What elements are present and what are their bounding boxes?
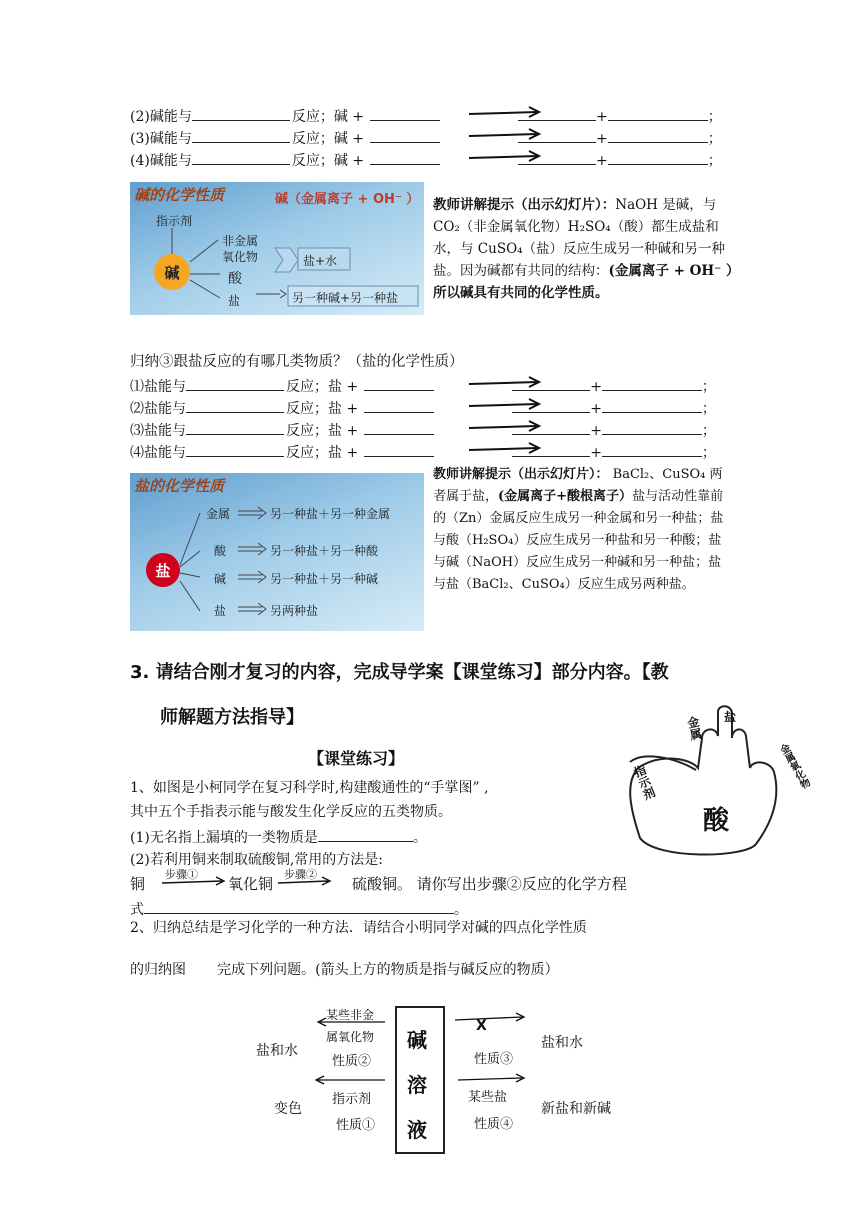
finger-metal: 金属 (684, 714, 704, 742)
q2-line2: 的归纳图 完成下列问题。(箭头上方的物质是指与碱反应的物质） (130, 962, 559, 978)
nonmetal-label: 非金属 (222, 234, 259, 248)
slide-title: 碱的化学性质 (134, 186, 225, 204)
row-prefix: (2)碱能与 (130, 109, 192, 125)
q1-line1: 1、如图是小柯同学在复习科学时,构建酸通性的“手掌图” , (130, 780, 489, 796)
bl-result: 变色 (274, 1101, 302, 1117)
teacher-bold: (金属离子 + OH⁻ ）所以碱具有共同的化学性质。 (433, 263, 733, 301)
row-prefix: (3)碱能与 (130, 131, 192, 147)
salt-r3-left: 碱 (214, 572, 227, 586)
row-mid: 反应；碱 + (291, 153, 365, 169)
q1-step1-label: 步骤① (165, 868, 198, 881)
row-prefix: (4)碱能与 (130, 153, 192, 169)
tr-property: 性质③ (474, 1052, 514, 1067)
product2-blank[interactable] (602, 375, 702, 391)
tr-reactant-x: X (476, 1018, 487, 1034)
salt-label: 盐 (228, 294, 241, 308)
tl-reactant-1: 某些非金 (326, 1008, 375, 1022)
salt-r2-left: 酸 (214, 544, 227, 558)
q1-eq-blank[interactable] (144, 898, 454, 914)
base-row (130, 105, 730, 125)
q1-eq-end: 。 (454, 902, 468, 918)
row-end: ； (707, 109, 722, 125)
reaction-arrow (467, 128, 543, 142)
bl-property: 性质① (336, 1118, 376, 1133)
row-end: ； (707, 131, 722, 147)
row-end: ； (701, 445, 716, 461)
q1-line2: 其中五个手指表示能与酸发生化学反应的五类物质。 (130, 804, 452, 820)
reactant-blank[interactable] (186, 419, 284, 435)
row-mid: 反应；碱 + (291, 131, 365, 147)
q1-step-arrows (150, 876, 350, 890)
reaction-arrow (467, 376, 543, 390)
product2-blank[interactable] (602, 419, 702, 435)
reactant-blank[interactable] (186, 397, 284, 413)
salt-r4-left: 盐 (214, 604, 227, 618)
row-plus: + (596, 153, 608, 169)
slide-formula: 碱（金属离子 + OH⁻ ） (275, 192, 420, 207)
acid-label: 酸 (228, 271, 242, 287)
br-reactant: 某些盐 (468, 1090, 508, 1105)
finger-salt: 盐 (724, 710, 737, 724)
reaction-arrow (467, 442, 543, 456)
q1-copper: 铜 (130, 875, 146, 893)
base-circle: 碱 (154, 254, 190, 290)
reaction-arrow (467, 398, 543, 412)
practice-title: 【课堂练习】 (308, 749, 405, 768)
q1-sub1-end: 。 (412, 830, 427, 846)
row-mid: 反应；盐 + (286, 379, 359, 395)
teacher-salt-text1: BaCl₂、CuSO₄ 两者属于盐， (433, 467, 723, 504)
reactant-blank[interactable] (192, 105, 290, 121)
row-plus: + (590, 445, 602, 461)
reactant-blank[interactable] (186, 441, 284, 457)
row-mid: 反应；盐 + (286, 423, 359, 439)
base-row (130, 127, 730, 147)
row-end: ； (701, 401, 716, 417)
product2-blank[interactable] (608, 105, 708, 121)
row-mid: 反应；盐 + (286, 445, 359, 461)
row-plus: + (590, 379, 602, 395)
finger-metal-oxide: 金属氧化物 (776, 742, 811, 792)
tl-result: 盐和水 (256, 1043, 298, 1059)
reaction-arrow (467, 106, 543, 120)
teacher-label: 教师讲解提示（出示幻灯片）： (433, 197, 616, 213)
salt-row (130, 419, 730, 439)
teacher-text: NaOH 是碱，与 CO₂（非金属氧化物）H₂SO₄（酸）都生成盐和水，与 CuSO₄（盐）反应生成另一种碱和另一种盐。因为碱都有共同的结构： (433, 197, 726, 279)
result-salt-water: 盐+水 (303, 254, 338, 268)
box-char-2: 溶 (407, 1073, 427, 1097)
q2-line1: 2、归纳总结是学习化学的一种方法．请结合小明同学对碱的四点化学性质 (130, 920, 587, 936)
salt-properties-slide (130, 473, 424, 631)
teacher-base-explanation (433, 194, 733, 304)
row-mid: 反应；盐 + (286, 401, 359, 417)
reagent-blank[interactable] (370, 105, 440, 121)
teacher-salt-explanation (433, 464, 733, 596)
row-plus: + (596, 109, 608, 125)
salt-r4-right: 另两种盐 (270, 604, 319, 618)
teacher-salt-bold: (金属离子+酸根离子） (498, 489, 633, 504)
product2-blank[interactable] (602, 397, 702, 413)
palm-acid: 酸 (703, 806, 730, 836)
salt-r2-right: 另一种盐＋另一种酸 (270, 544, 379, 558)
slide-salt-title: 盐的化学性质 (134, 477, 225, 495)
salt-row (130, 441, 730, 461)
oxide-label: 氧化物 (222, 250, 259, 264)
q1-eq: 式 (130, 902, 144, 918)
product2-blank[interactable] (602, 441, 702, 457)
row-end: ； (701, 379, 716, 395)
step3-line1: 3. 请结合刚才复习的内容，完成导学案【课堂练习】部分内容。【教 (130, 662, 669, 683)
q1-cuso4: 硫酸铜。 请你写出步骤②反应的化学方程 (352, 875, 627, 893)
reagent-blank[interactable] (370, 127, 440, 143)
reagent-blank[interactable] (364, 375, 434, 391)
q1-sub1-blank[interactable] (318, 826, 413, 842)
summary-3: 归纳③跟盐反应的有哪几类物质？（盐的化学性质） (130, 354, 464, 370)
reactant-blank[interactable] (192, 127, 290, 143)
salt-r1-right: 另一种盐＋另一种金属 (270, 507, 391, 521)
salt-row (130, 397, 730, 417)
tr-result: 盐和水 (541, 1035, 583, 1051)
bl-reactant: 指示剂 (332, 1092, 372, 1107)
q1-sub1 (130, 826, 427, 846)
teacher-salt-label: 教师讲解提示（出示幻灯片）： (433, 467, 609, 482)
salt-r1-left: 金属 (206, 507, 231, 521)
row-prefix: ⑶盐能与 (130, 423, 186, 439)
q1-cuo: 氧化铜 (228, 875, 274, 893)
box-char-1: 碱 (407, 1028, 427, 1052)
q1-sub2: (2)若利用铜来制取硫酸铜,常用的方法是: (130, 852, 383, 868)
teacher-salt-text2: 盐与活动性靠前的（Zn）金属反应生成另一种金属和另一种盐；盐与酸（H₂SO₄）反应生成另一种盐和另一种酸；盐与碱（NaOH）反应生成另一种碱和另一种盐；盐与盐（BaCl₂、CuSO₄）反应生成另两种盐。 (433, 489, 724, 592)
br-result: 新盐和新碱 (541, 1101, 611, 1117)
tl-reactant-2: 属氧化物 (326, 1030, 375, 1044)
indicator-label: 指示剂 (156, 214, 193, 228)
row-end: ； (701, 423, 716, 439)
reaction-arrow (467, 420, 543, 434)
q1-eq-line (130, 898, 468, 918)
reagent-blank[interactable] (364, 419, 434, 435)
tl-property: 性质② (332, 1054, 372, 1069)
q1-step2-label: 步骤② (284, 868, 317, 881)
row-prefix: ⑷盐能与 (130, 445, 186, 461)
reactant-blank[interactable] (186, 375, 284, 391)
reagent-blank[interactable] (364, 441, 434, 457)
box-char-3: 液 (407, 1118, 427, 1142)
row-prefix: ⑴盐能与 (130, 379, 186, 395)
product2-blank[interactable] (608, 127, 708, 143)
br-property: 性质④ (474, 1117, 514, 1132)
row-end: ； (707, 153, 722, 169)
row-plus: + (590, 401, 602, 417)
salt-row (130, 375, 730, 395)
row-mid: 反应；碱 + (291, 109, 365, 125)
product2-blank[interactable] (608, 149, 708, 165)
result-other: 另一种碱+另一种盐 (292, 291, 399, 305)
step3-line2: 师解题方法指导】 (160, 707, 304, 728)
salt-circle: 盐 (146, 553, 180, 587)
finger-indicator: 指示剂 (630, 762, 658, 802)
reactant-blank[interactable] (192, 149, 290, 165)
base-row (130, 149, 730, 169)
row-prefix: ⑵盐能与 (130, 401, 186, 417)
reagent-blank[interactable] (364, 397, 434, 413)
reagent-blank[interactable] (370, 149, 440, 165)
salt-r3-right: 另一种盐＋另一种碱 (270, 572, 379, 586)
row-plus: + (596, 131, 608, 147)
base-properties-slide (130, 182, 424, 315)
q1-sub1-text: (1)无名指上漏填的一类物质是 (130, 830, 318, 846)
row-plus: + (590, 423, 602, 439)
reaction-arrow (467, 150, 543, 164)
